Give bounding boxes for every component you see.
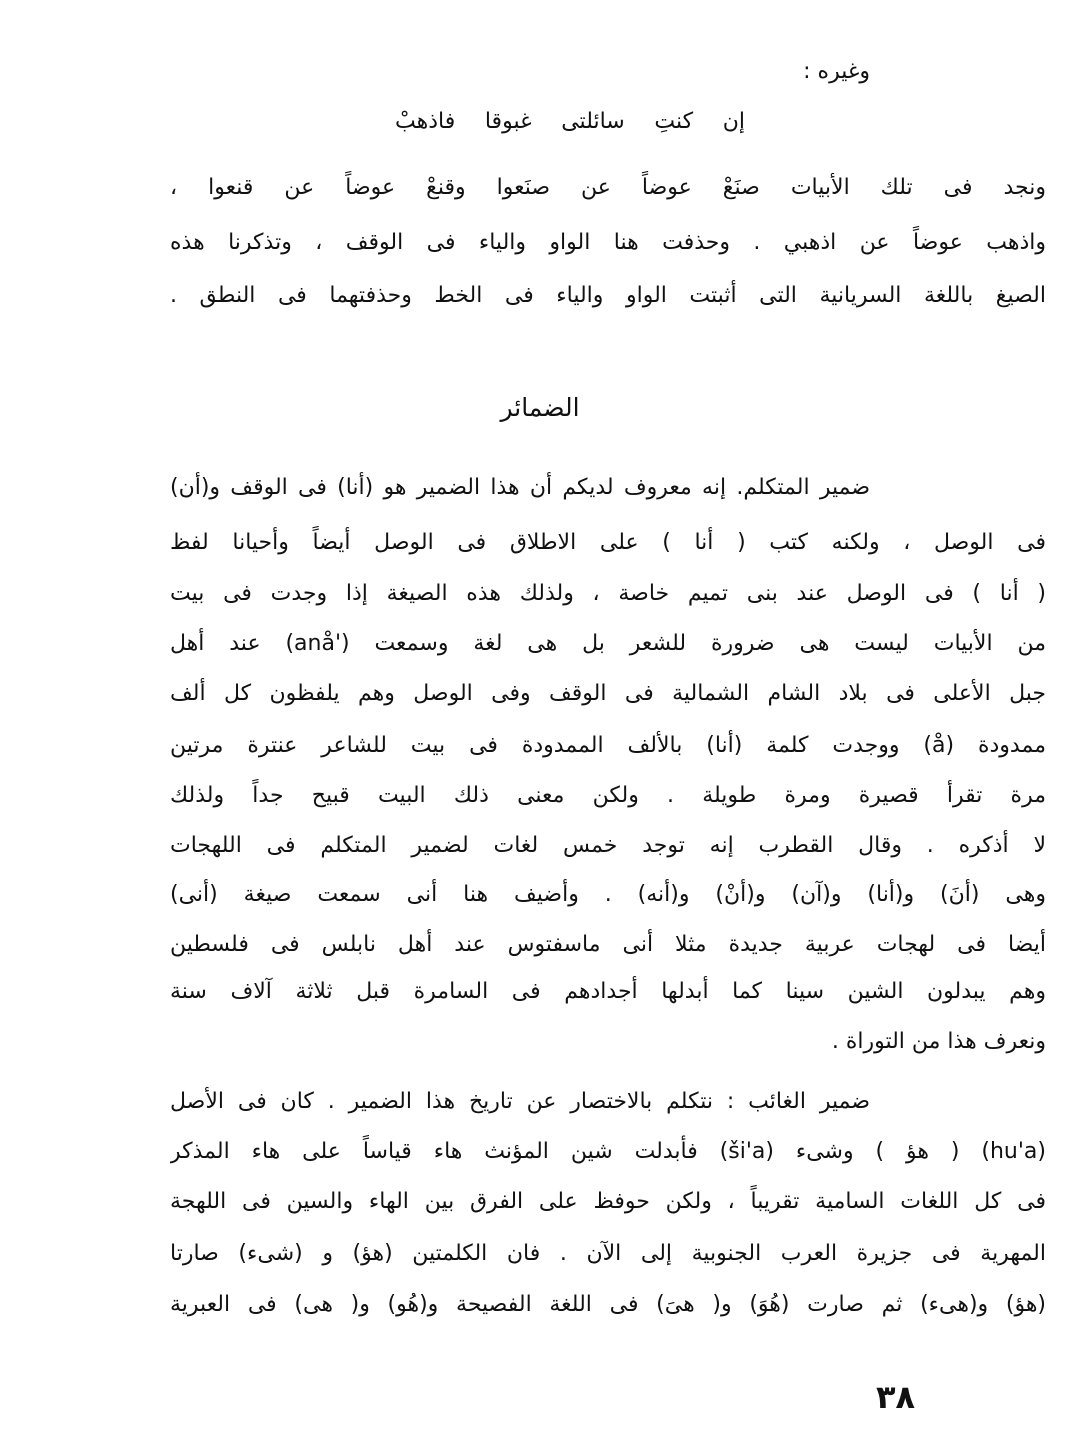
section-heading: الضمائر	[500, 393, 580, 422]
paragraph-2-line-12: ونعرف هذا من التوراة .	[831, 1029, 1046, 1054]
paragraph-2-line-8: لا أذكره . وقال القطرب إنه توجد خمس لغات لضمير المتكلم فى اللهجات	[170, 833, 1046, 858]
paragraph-2-line-2: فى الوصل ، ولكنه كتب ( أنا ) على الاطلاق فى الوصل أيضاً وأحيانا لفظ	[170, 530, 1046, 555]
paragraph-2-line-3: ( أنا ) فى الوصل عند بنى تميم خاصة ، ولذلك هذه الصيغة إذا وجدت فى بيت	[170, 581, 1046, 606]
page-number: ٣٨	[875, 1378, 915, 1416]
paragraph-1-line-2: واذهب عوضاً عن اذهبي . وحذفت هنا الواو والياء فى الوقف ، وتذكرنا هذه	[170, 230, 1046, 255]
verse-line: إن كنتِ سائلتى غبوقا فاذهبْ	[395, 109, 745, 134]
paragraph-2-line-9: وهى (أنَ) و(أنا) و(آن) و(أنْ) و(أنه) . وأضيف هنا أنى سمعت صيغة (أنى)	[170, 882, 1046, 907]
paragraph-2-line-1: ضمير المتكلم. إنه معروف لديكم أن هذا الضمير هو (أنا) فى الوقف و(أن)	[170, 475, 870, 500]
paragraph-3-line-3: فى كل اللغات السامية تقريباً ، ولكن حوفظ على الفرق بين الهاء والسين فى اللهجة	[170, 1189, 1046, 1214]
paragraph-2-line-5: جبل الأعلى فى بلاد الشام الشمالية فى الوقف وفى الوصل وهم يلفظون كل ألف	[170, 681, 1046, 706]
intro-label: وغيره :	[803, 59, 870, 84]
paragraph-2-line-4: من الأبيات ليست هى ضرورة للشعر بل هى لغة وسمعت ('anå) عند أهل	[170, 631, 1046, 656]
paragraph-2-line-11: وهم يبدلون الشين سينا كما أبدلها أجدادهم فى السامرة قبل ثلاثة آلاف سنة	[170, 979, 1046, 1004]
paragraph-3-line-2: (hu'a) ( هؤ ) وشىء (ši'a) فأبدلت شين المؤنث هاء قياساً على هاء المذكر	[170, 1139, 1046, 1164]
paragraph-2-line-7: مرة تقرأ قصيرة ومرة طويلة . ولكن معنى ذلك البيت قبيح جداً ولذلك	[170, 783, 1046, 808]
paragraph-3-line-4: المهرية فى جزيرة العرب الجنوبية إلى الآن . فان الكلمتين (هؤ) و (شىء) صارتا	[170, 1241, 1046, 1266]
paragraph-3-line-1: ضمير الغائب : نتكلم بالاختصار عن تاريخ هذا الضمير . كان فى الأصل	[170, 1089, 870, 1114]
paragraph-1-line-3: الصيغ باللغة السريانية التى أثبتت الواو والياء فى الخط وحذفتهما فى النطق .	[170, 283, 1046, 308]
paragraph-1-line-1: ونجد فى تلك الأبيات صنَعْ عوضاً عن صنَعوا وقنعْ عوضاً عن قنعوا ،	[170, 175, 1046, 200]
paragraph-2-line-6: ممدودة (å) ووجدت كلمة (أنا) بالألف الممدودة فى بيت للشاعر عنترة مرتين	[170, 733, 1046, 758]
paragraph-2-line-10: أيضا فى لهجات عربية جديدة مثلا أنى ماسفتوس عند أهل نابلس فى فلسطين	[170, 932, 1046, 957]
paragraph-3-line-5: (هؤ) و(هىء) ثم صارت (هُوَ) و( هىَ) فى اللغة الفصيحة و(هُو) و( هى) فى العبرية	[170, 1292, 1046, 1317]
